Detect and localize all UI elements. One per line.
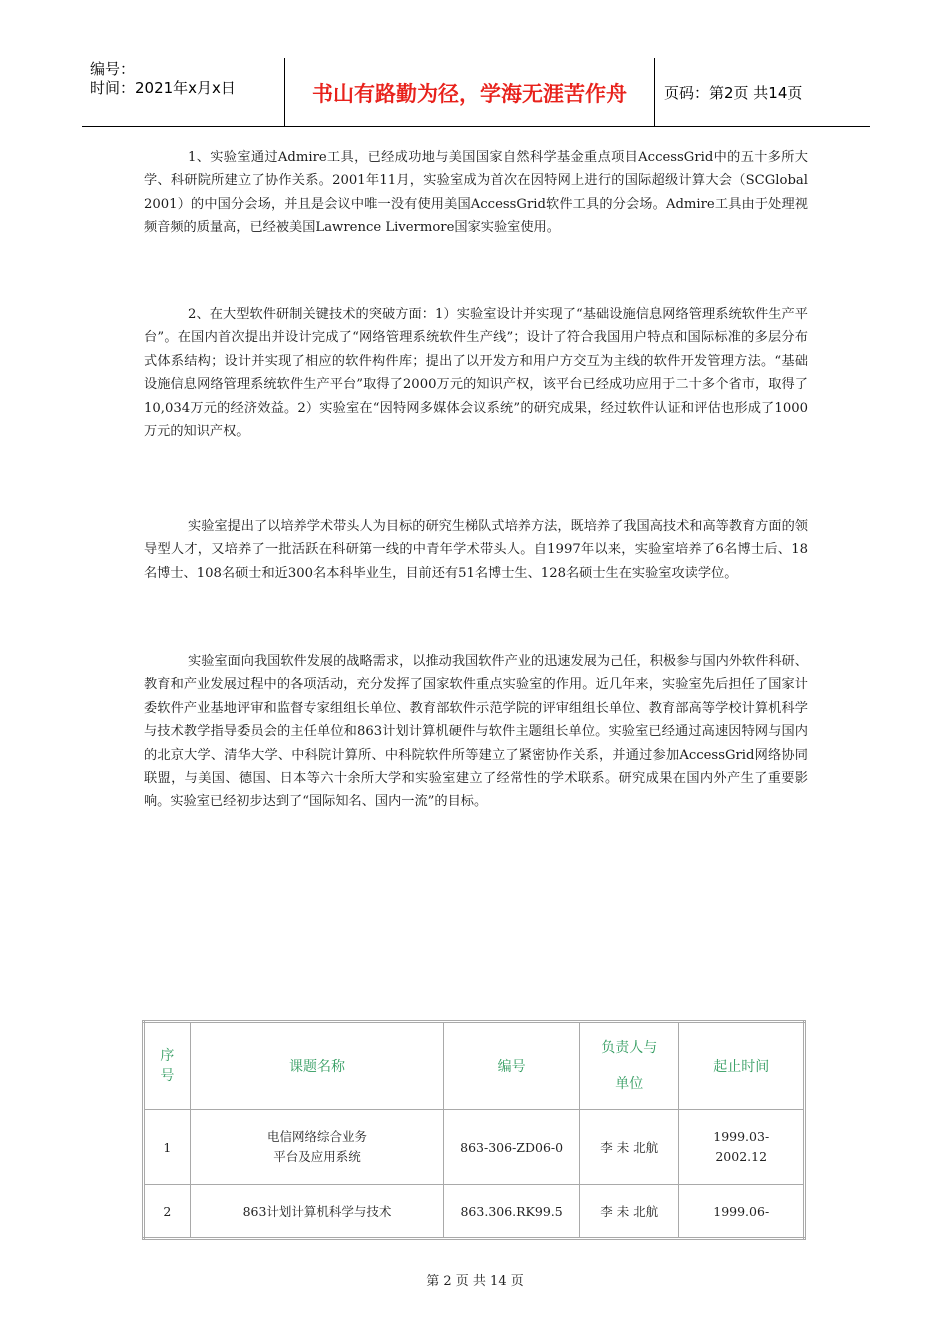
table-row xyxy=(144,1110,805,1185)
cell-project-name: 863计划计算机科学与技术 xyxy=(190,1185,443,1239)
header-page-number: 页码：第2页 共14页 xyxy=(664,84,803,102)
cell-code: 863.306.RK99.5 xyxy=(444,1185,580,1239)
cell-owner: 李 未 北航 xyxy=(580,1185,679,1239)
cell-seq: 2 xyxy=(144,1185,191,1239)
cell-seq: 1 xyxy=(144,1110,191,1185)
header-code: 编号 xyxy=(444,1022,580,1110)
header-divider xyxy=(654,58,655,126)
header-period: 起止时间 xyxy=(679,1022,805,1110)
body-paragraph: 1、实验室通过Admire工具，已经成功地与美国国家自然科学基金重点项目AccessGrid中的五十多所大学、科研院所建立了协作关系。2001年11月，实验室成为首次在因特网上进行的国际超级计算大会（SCGlobal 2001）的中国分会场，并且是会议中唯一没有使用美国AccessGrid软件工具的分会场。Admire工具由于处理视频音频的质量高，已经被美国Lawrence Livermore国家实验室使用。 xyxy=(144,150,808,236)
table-row xyxy=(144,1185,805,1239)
header-project-name: 课题名称 xyxy=(190,1022,443,1110)
cell-code: 863-306-ZD06-0 xyxy=(444,1110,580,1185)
body-paragraph: 实验室提出了以培养学术带头人为目标的研究生梯队式培养方法，既培养了我国高技术和高等教育方面的领导型人才，又培养了一批活跃在科研第一线的中青年学术带头人。自1997年以来，实验室培养了6名博士后、18名博士、108名硕士和近300名本科毕业生，目前还有51名博士生、128名硕士生在实验室攻读学位。 xyxy=(144,519,808,581)
cell-project-name: 电信网络综合业务 平台及应用系统 xyxy=(190,1110,443,1185)
document-time-label: 时间：2021年x月x日 xyxy=(90,79,236,97)
header-owner: 负责人与 单位 xyxy=(580,1022,679,1110)
table-header-row xyxy=(144,1022,805,1110)
page-header xyxy=(82,54,870,127)
document-number-label: 编号： xyxy=(90,60,136,78)
project-table xyxy=(142,1020,806,1240)
cell-period: 1999.06- xyxy=(679,1185,805,1239)
body-paragraph: 实验室面向我国软件发展的战略需求，以推动我国软件产业的迅速发展为己任，积极参与国内外软件科研、教育和产业发展过程中的各项活动，充分发挥了国家软件重点实验室的作用。近几年来，实验室先后担任了国家计委软件产业基地评审和监督专家组组长单位、教育部软件示范学院的评审组组长单位、教育部高等学校计算机科学与技术教学指导委员会的主任单位和863计划计算机硬件与软件主题组长单位。实验室已经通过高速因特网与国内的北京大学、清华大学、中科院计算所、中科院软件所等建立了紧密协作关系，并通过参加AccessGrid网络协同联盟，与美国、德国、日本等六十余所大学和实验室建立了经常性的学术联系。研究成果在国内外产生了重要影响。实验室已经初步达到了“国际知名、国内一流”的目标。 xyxy=(144,654,808,810)
page-footer: 第 2 页 共 14 页 xyxy=(426,1274,524,1289)
cell-owner: 李 未 北航 xyxy=(580,1110,679,1185)
header-meta xyxy=(90,60,236,98)
body-paragraph: 2、在大型软件研制关键技术的突破方面：1）实验室设计并实现了“基础设施信息网络管理系统软件生产平台”。在国内首次提出并设计完成了“网络管理系统软件生产线”；设计了符合我国用户特点和国际标准的多层分布式体系结构；设计并实现了相应的软件构件库；提出了以开发方和用户方交互为主线的软件开发管理方法。“基础设施信息网络管理系统软件生产平台”取得了2000万元的知识产权，该平台已经成功应用于二十多个省市，取得了10,034万元的经济效益。2）实验室在“因特网多媒体会议系统”的研究成果，经过软件认证和评估也形成了1000万元的知识产权。 xyxy=(144,307,808,440)
cell-period: 1999.03- 2002.12 xyxy=(679,1110,805,1185)
header-seq: 序 号 xyxy=(144,1022,191,1110)
header-motto: 书山有路勤为径，学海无涯苦作舟 xyxy=(312,82,627,106)
